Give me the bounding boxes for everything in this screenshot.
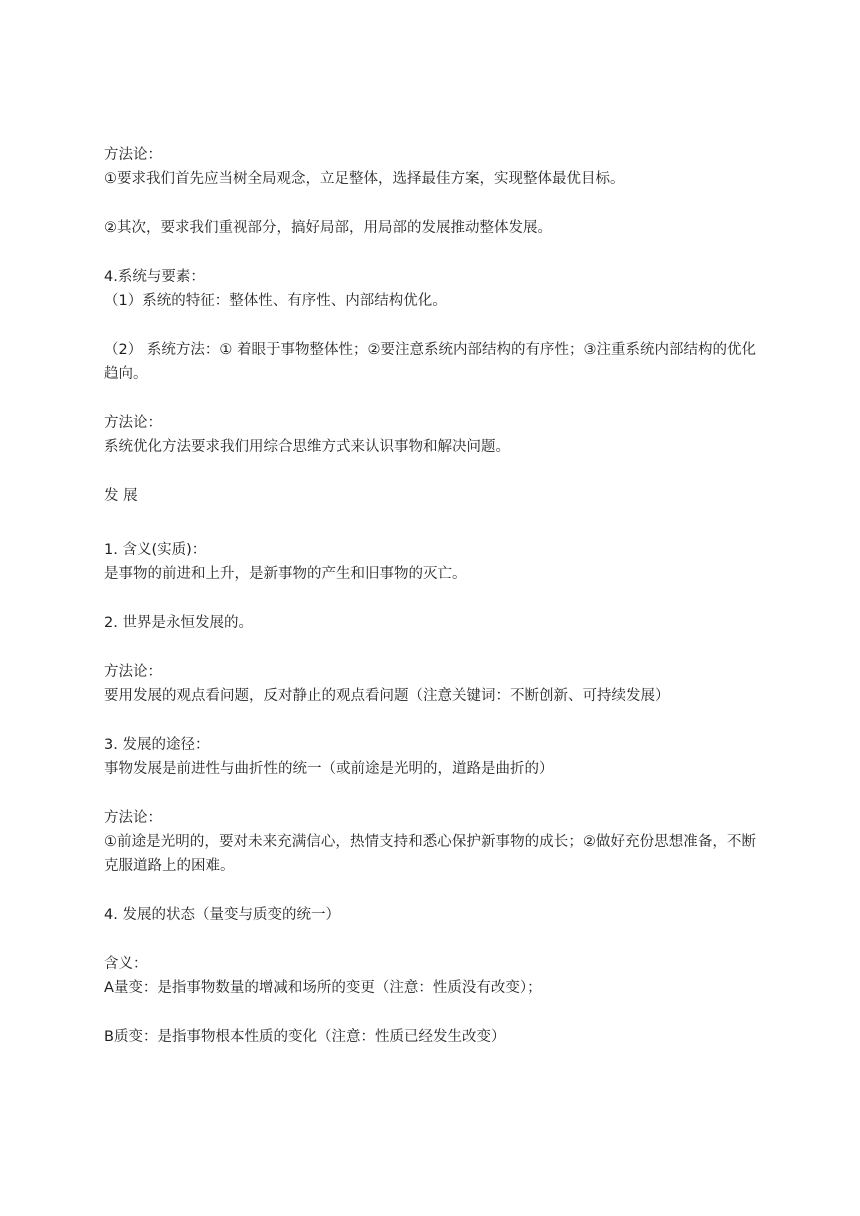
paragraph-line: ①要求我们首先应当树全局观念，立足整体，选择最佳方案，实现整体最优目标。 (104, 171, 625, 187)
section-heading: 4. 发展的状态（量变与质变的统一） (104, 907, 340, 923)
section-heading: 3. 发展的途径： (104, 737, 210, 753)
paragraph-line: B质变：是指事物根本性质的变化（注意：性质已经发生改变） (104, 1029, 506, 1045)
section-heading: 2. 世界是永恒发展的。 (104, 615, 253, 631)
paragraph-wrapped: （2） 系统方法：① 着眼于事物整体性；②要注意系统内部结构的有序性；③注重系统内部结构的优化趋向。 (104, 342, 756, 382)
paragraph-wrapped: ①前途是光明的，要对未来充满信心，热情支持和悉心保护新事物的成长；②做好充份思想准备，不断克服道路上的困难。 (104, 834, 756, 874)
paragraph-line: 事物发展是前进性与曲折性的统一（或前途是光明的，道路是曲折的） (104, 761, 554, 777)
section-heading: 4.系统与要素： (104, 269, 205, 285)
paragraph-line: ②其次，要求我们重视部分，搞好局部，用局部的发展推动整体发展。 (104, 220, 552, 236)
methodology-heading: 方法论： (104, 664, 162, 680)
methodology-heading: 方法论： (104, 147, 162, 163)
section-heading: 1. 含义(实质)： (104, 542, 207, 558)
paragraph-line: 要用发展的观点看问题，反对静止的观点看问题（注意关键词：不断创新、可持续发展） (104, 688, 670, 704)
paragraph-line: 系统优化方法要求我们用综合思维方式来认识事物和解决问题。 (104, 439, 510, 455)
methodology-heading: 方法论： (104, 810, 162, 826)
section-title: 发 展 (104, 488, 138, 504)
document-page (104, 143, 756, 1049)
paragraph-line: （1）系统的特征：整体性、有序性、内部结构优化。 (104, 293, 447, 309)
methodology-heading: 方法论： (104, 415, 162, 431)
paragraph-line: A量变：是指事物数量的增减和场所的变更（注意：性质没有改变）； (104, 980, 542, 996)
paragraph-line: 是事物的前进和上升，是新事物的产生和旧事物的灭亡。 (104, 566, 467, 582)
definition-heading: 含义： (104, 956, 148, 972)
